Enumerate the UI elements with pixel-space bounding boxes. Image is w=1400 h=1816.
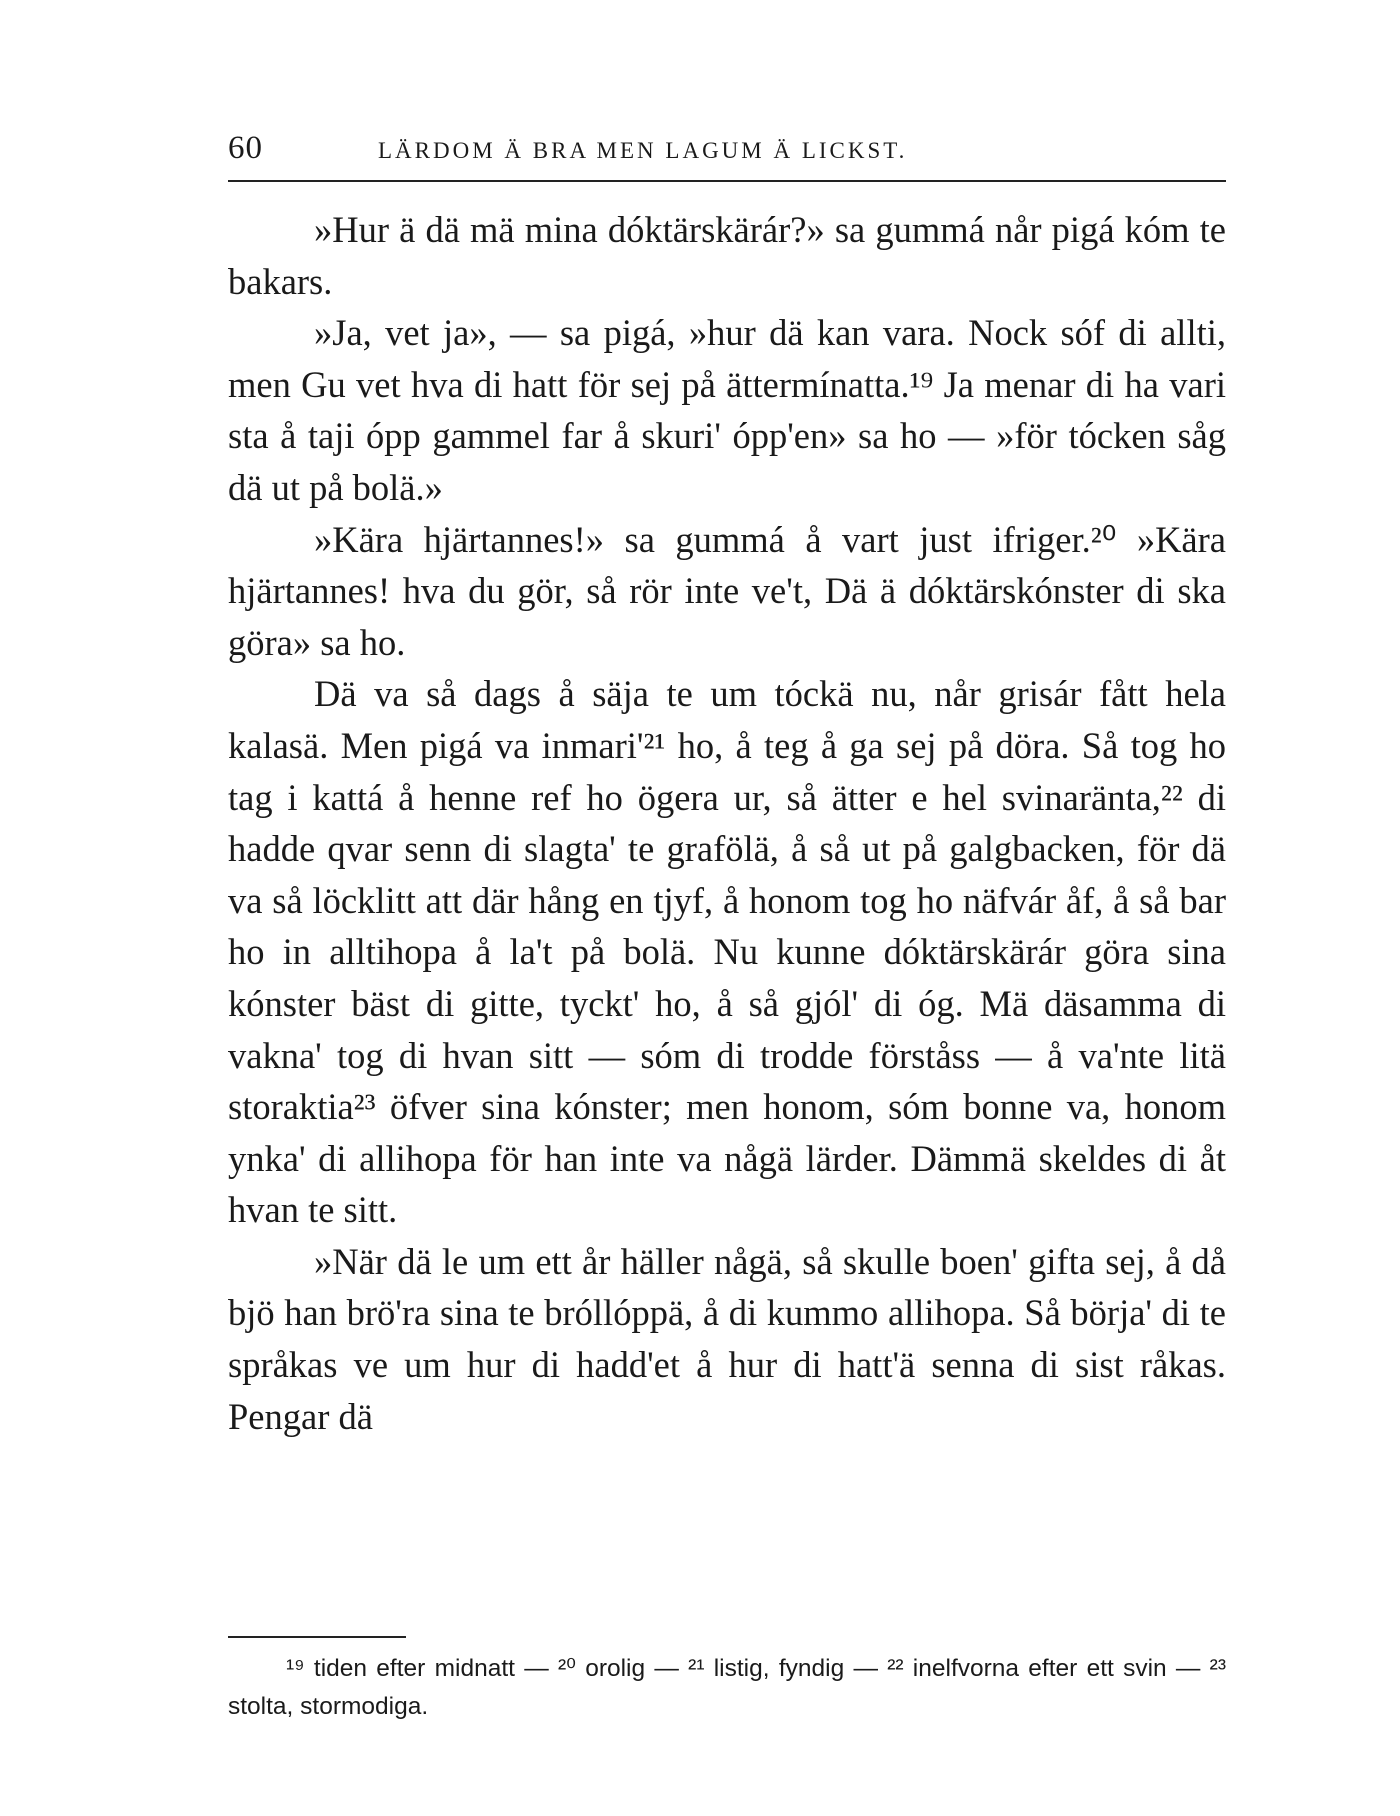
header-rule — [228, 180, 1226, 182]
footnote-text: ¹⁹ tiden efter midnatt — ²⁰ orolig — ²¹ listig, fyndig — ²² inelfvorna efter ett svin — ²³ stolta, stormodiga. — [228, 1655, 1226, 1720]
paragraph-1: »Hur ä dä mä mina dóktärskärár?» sa gummá når pigá kóm te bakars. — [228, 209, 1226, 302]
paragraph-4: Dä va så dags å säja te um tóckä nu, når grisár fått hela kalasä. Men pigá va inmari'²¹ ho, å teg å ga sej på döra. Så tog ho tag i kattá å henne ref ho ögera ur, så ätter e hel svinaränta,²² di hadde qvar senn di slagta' te grafölä, å så ut på galgbacken, för dä va så löcklitt att där hång en tjyf, å honom tog ho näfvár åf, å så bar ho in alltihopa å la't på bolä. Nu kunne dóktärskärár göra sina kónster bäst di gitte, tyckt' ho, å så gjól' di óg. Mä däsamma di vakna' tog di hvan sitt — sóm di trodde förståss — å va'nte litä storaktia²³ öfver sina kónster; men honom, sóm bonne va, honom ynka' di allihopa för han inte va någä lärder. Dämmä skeldes di åt hvan te sitt. — [228, 673, 1226, 1231]
paragraph-5: »När dä le um ett år häller någä, så skulle boen' gifta sej, å då bjö han brö'ra sina te bróllóppä, å di kummo allihopa. Så börja' di te språkas ve um hur di hadd'et å hur di hatt'ä senna di sist råkas. Pengar dä — [228, 1240, 1226, 1437]
page-number: 60 — [228, 130, 263, 166]
footnotes — [228, 1650, 1226, 1726]
paragraph-2: »Ja, vet ja», — sa pigá, »hur dä kan vara. Nock sóf di allti, men Gu vet hva di hatt för sej på ättermínatta.¹⁹ Ja menar di ha vari sta å taji ópp gammel far å skuri' ópp'en» sa ho — »för tócken såg dä ut på bolä.» — [228, 312, 1226, 508]
footnote-rule — [228, 1636, 406, 1638]
page-header — [228, 130, 1226, 174]
paragraph-3: »Kära hjärtannes!» sa gummá å vart just ifriger.²⁰ »Kära hjärtannes! hva du gör, så rör inte ve't, Dä ä dóktärskónster di ska göra» sa ho. — [228, 518, 1226, 663]
running-title: LÄRDOM Ä BRA MEN LAGUM Ä LICKST. — [378, 138, 908, 163]
body-text — [228, 204, 1226, 1442]
